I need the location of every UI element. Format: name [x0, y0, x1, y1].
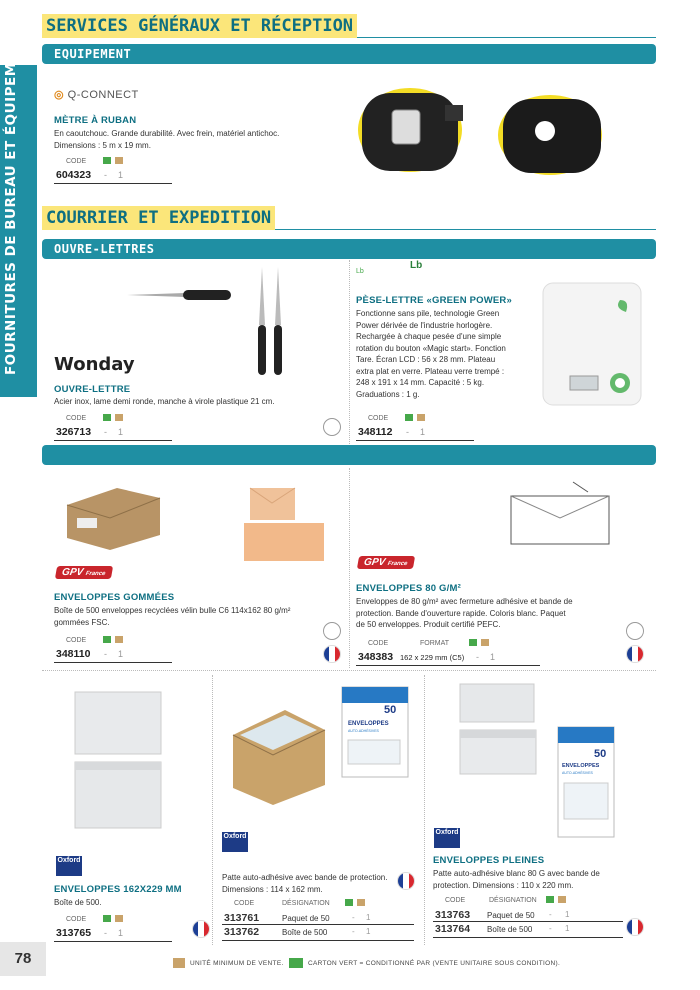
- table-patte: CODE DÉSIGNATION 313761 Paquet de 50 - 1 313762 Boîte de 500 - 1: [222, 900, 414, 944]
- section-title-services: SERVICES GÉNÉRAUX ET RÉCEPTION: [42, 14, 357, 38]
- product-title-pleines: ENVELOPPES PLEINES: [433, 855, 545, 866]
- side-label: FOURNITURES DE BUREAU ET ÉQUIPEMENTS: [3, 20, 19, 375]
- pack-count: 50: [594, 748, 607, 760]
- bar-enveloppes: [42, 445, 656, 465]
- code-block-ouvre: CODE 326713 - 1: [54, 415, 172, 445]
- separator: [424, 675, 425, 945]
- code-block-env80: CODE FORMAT 348383 162 x 229 mm (C5) - 1: [356, 640, 540, 670]
- green-box-icon: [102, 412, 112, 422]
- box-icon: [114, 155, 124, 165]
- product-desc-pese: Fonctionne sans pile, technologie Green Power dérivée de l'industrie horlogère. Rechargée à chaque pesée d'une simple rotation du bouton «Magic start». Fonction Tare. Écran LCD : 56 x 28 mm. Plateau extra plat en verre. Plateau verre trempé : 248 x 191 x 14 mm. Capacité : 5 kg. Graduations : 1 g.: [356, 309, 506, 399]
- product-desc-ouvre: Acier inox, lame demi ronde, manche à virole plastique 21 cm.: [54, 397, 275, 406]
- table-row: 313761 Paquet de 50 - 1: [224, 912, 371, 924]
- product-desc-pleines: Patte auto-adhésive blanc 80 G avec bande de protection. Dimensions : 110 x 220 mm.: [433, 869, 600, 890]
- code-block-env162: CODE 313765 - 1: [54, 916, 172, 946]
- pack-label: ENVELOPPES: [562, 763, 600, 769]
- code-block-gommees: CODE 348110 - 1: [54, 637, 172, 667]
- white-envelope-image: [508, 478, 613, 548]
- product-desc-gommees: Boîte de 500 enveloppes recyclées vélin bulle C6 114x162 80 g/m² gommées FSC.: [54, 606, 291, 627]
- separator: [349, 260, 350, 450]
- french-flag-icon: [323, 645, 341, 663]
- product-desc-env162: Boîte de 500.: [54, 898, 102, 907]
- box-icon: [356, 897, 366, 907]
- green-box-icon: [102, 634, 112, 644]
- box-icon: [557, 894, 567, 904]
- eco-icon: [626, 622, 644, 640]
- product-title-pese: PÈSE-LETTRE «GREEN POWER»: [356, 295, 512, 306]
- brand-lb-small: Lb: [356, 268, 364, 275]
- pack-count: 50: [384, 704, 397, 716]
- pack-sublabel: AUTO-ADHÉSIVES: [348, 729, 379, 733]
- footer-carton: CARTON VERT = CONDITIONNÉ PAR (VENTE UNITAIRE SOUS CONDITION).: [308, 960, 561, 967]
- letter-scale-image: [540, 280, 645, 410]
- box-icon: [172, 955, 186, 969]
- brand-wonday: Wonday: [54, 354, 135, 375]
- footer-unit: UNITÉ MINIMUM DE VENTE.: [190, 960, 284, 967]
- french-flag-icon: [397, 872, 415, 890]
- open-box-image: [225, 700, 330, 810]
- table-pleines: CODE DÉSIGNATION 313763 Paquet de 50 - 1 313764 Boîte de 500 - 1: [433, 897, 623, 941]
- code-block-metre: CODE 604323 - 1: [54, 158, 172, 188]
- section-title-courrier: COURRIER ET EXPEDITION: [42, 206, 275, 230]
- brand-qconnect: ◎ Q-CONNECT: [54, 89, 139, 101]
- box-icon: [480, 637, 490, 647]
- french-flag-icon: [626, 645, 644, 663]
- pack-sublabel: AUTO-ADHÉSIVES: [562, 771, 593, 775]
- box-icon: [114, 412, 124, 422]
- french-flag-icon: [192, 920, 210, 938]
- separator: [349, 468, 350, 668]
- green-box-icon: [102, 913, 112, 923]
- table-row: 313762 Boîte de 500 - 1: [224, 926, 371, 938]
- product-desc-patte: Patte auto-adhésive avec bande de protection. Dimensions : 114 x 162 mm.: [222, 873, 388, 894]
- grey-envelopes-image: [72, 690, 164, 830]
- product-title-metre: MÈTRE À RUBAN: [54, 115, 137, 126]
- brand-gpv: GPV France: [55, 566, 113, 579]
- brand-oxford-2: Oxford: [222, 832, 248, 852]
- brand-oxford: Oxford: [56, 856, 82, 876]
- bar-ouvre-lettres: OUVRE-LETTRES: [42, 239, 656, 259]
- green-box-icon: [468, 637, 478, 647]
- pack-label: ENVELOPPES: [348, 721, 389, 727]
- box-icon: [114, 913, 124, 923]
- row-separator: [42, 670, 656, 671]
- envelope-image-kraft: [240, 485, 332, 565]
- eco-icon: [323, 418, 341, 436]
- product-desc-metre: En caoutchouc. Grande durabilité. Avec frein, matériel antichoc. Dimensions : 5 m x 19 mm.: [54, 129, 280, 150]
- tape-measure-image-2: [485, 85, 615, 185]
- green-box-icon: [545, 894, 555, 904]
- page-number: 78: [0, 942, 46, 976]
- eco-icon: [323, 622, 341, 640]
- green-box-icon: [344, 897, 354, 907]
- product-title-env162: ENVELOPPES 162X229 MM: [54, 884, 182, 895]
- letter-opener-image-2: [250, 265, 290, 380]
- envelope-pack-image-2: [556, 725, 616, 840]
- product-title-ouvre: OUVRE-LETTRE: [54, 384, 131, 395]
- green-box-icon: [404, 412, 414, 422]
- brand-lb: Lb: [410, 260, 423, 271]
- french-flag-icon: [626, 918, 644, 936]
- code-block-pese: CODE 348112 - 1: [356, 415, 474, 445]
- grey-envelopes-image-2: [458, 682, 540, 777]
- table-row: 313763 Paquet de 50 - 1: [435, 909, 570, 921]
- letter-opener-image-1: [125, 285, 235, 305]
- envelope-pack-image: [340, 685, 410, 780]
- green-box-icon: [102, 155, 112, 165]
- envelope-box-image: [62, 480, 162, 552]
- brand-gpv-2: GPV France: [357, 556, 415, 569]
- product-title-env80: ENVELOPPES 80 G/M²: [356, 583, 461, 594]
- product-title-gommees: ENVELOPPES GOMMÉES: [54, 592, 175, 603]
- product-desc-env80: Enveloppes de 80 g/m² avec fermeture adhésive et bande de protection. Bande d'ouverture rapide. Coloris blanc. Paquet de 50 enveloppes. Produit certifié PEFC.: [356, 597, 573, 629]
- separator: [212, 675, 213, 945]
- box-icon: [114, 634, 124, 644]
- box-icon: [416, 412, 426, 422]
- tape-measure-image-1: [340, 75, 470, 180]
- green-box-icon: [288, 955, 304, 969]
- brand-oxford-3: Oxford: [434, 828, 460, 848]
- table-row: 313764 Boîte de 500 - 1: [435, 923, 570, 935]
- bar-equipement: EQUIPEMENT: [42, 44, 656, 64]
